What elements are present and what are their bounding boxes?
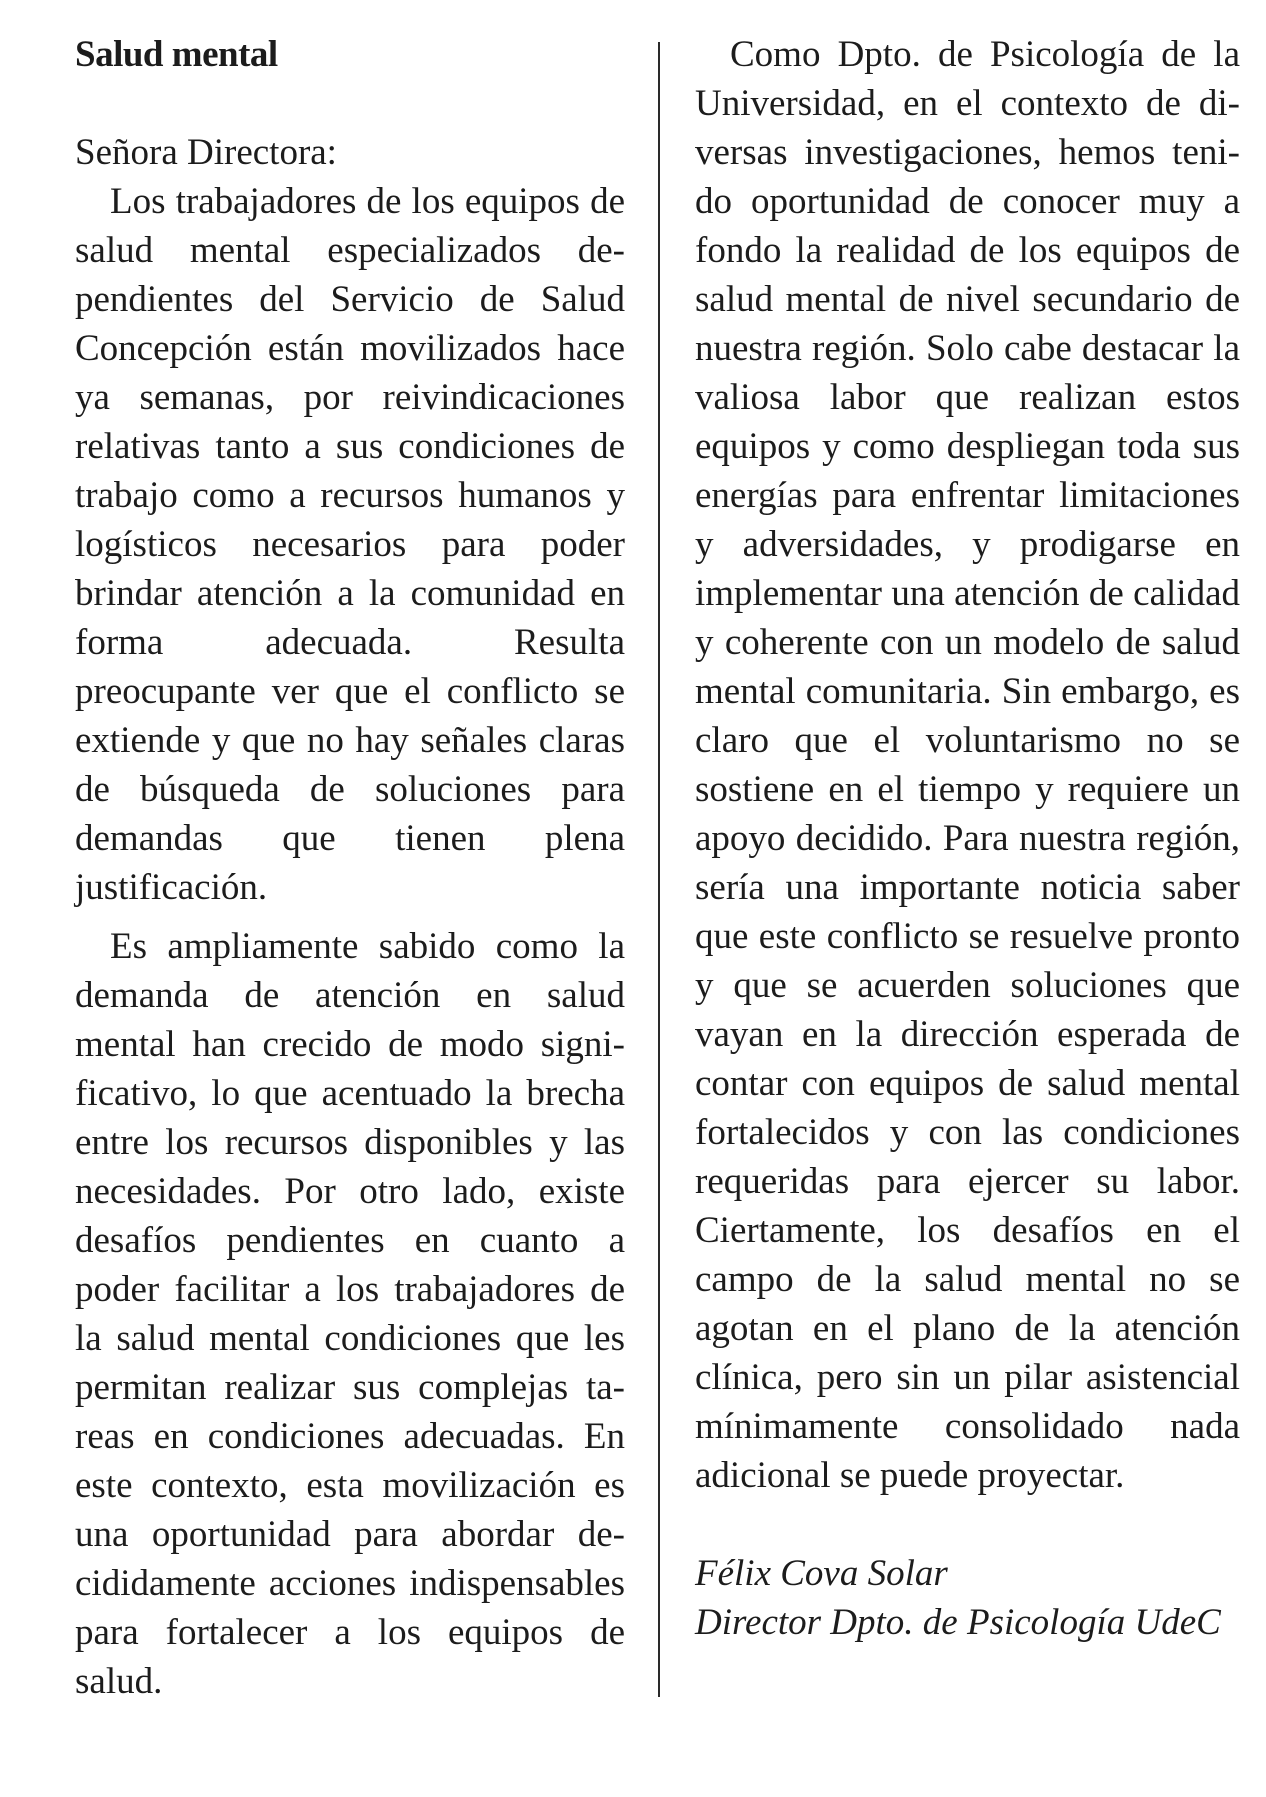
column-divider	[658, 42, 660, 1697]
letter-title: Salud mental	[75, 34, 278, 75]
signature-name: Félix Cova Solar	[695, 1553, 948, 1594]
signature-role: Director Dpto. de Psicología UdeC	[695, 1602, 1221, 1643]
right-column	[695, 30, 1240, 1647]
letter-paragraph-2: Es ampliamente sabido como la demanda de atención en salud mental han crecido de modo significativo, lo que acentuado la brecha entre los recursos disponibles y las necesidades. Por otro lado, existe desafíos pendientes en cuanto a poder facilitar a los trabajadores de la salud mental condiciones que les permitan realizar sus complejas tareas en condiciones adecuadas. En este contexto, esta movilización es una oportunidad para abordar decididamente acciones indispensables para fortalecer a los equipos de salud.	[75, 926, 625, 1702]
letter-paragraph-3: Como Dpto. de Psicología de la Universidad, en el contexto de diversas investigaciones, hemos tenido oportunidad de conocer muy a fondo la realidad de los equipos de salud mental de nivel secundario de nuestra región. Solo cabe destacar la valiosa labor que realizan estos equipos y como despliegan toda sus energías para enfrentar limitaciones y adversidades, y prodigarse en implementar una atención de calidad y coherente con un modelo de salud mental comunitaria. Sin embargo, es claro que el voluntarismo no se sostiene en el tiempo y requiere un apoyo decidido. Para nuestra región, sería una importante noticia saber que este conflicto se resuelve pronto y que se acuerden soluciones que vayan en la dirección esperada de contar con equipos de salud mental fortalecidos y con las condiciones requeridas para ejercer su labor. Ciertamente, los desafíos en el campo de la salud mental no se agotan en el plano de la atención clínica, pero sin un pilar asistencial mínimamente consolidado nada adicional se puede proyectar.	[695, 34, 1240, 1496]
salutation: Señora Directora:	[75, 132, 337, 173]
signature	[695, 1549, 1240, 1647]
left-column	[75, 30, 625, 1706]
letter-paragraph-1: Los trabajadores de los equipos de salud mental especializados dependientes del Servicio de Salud Concepción están movilizados hace ya semanas, por reivindicaciones relativas tanto a sus condiciones de trabajo como a recursos humanos y logísticos necesarios para poder brindar atención a la comunidad en forma adecuada. Resulta preocupante ver que el conflicto se extiende y que no hay señales claras de búsqueda de soluciones para demandas que tienen plena justificación.	[75, 181, 625, 908]
